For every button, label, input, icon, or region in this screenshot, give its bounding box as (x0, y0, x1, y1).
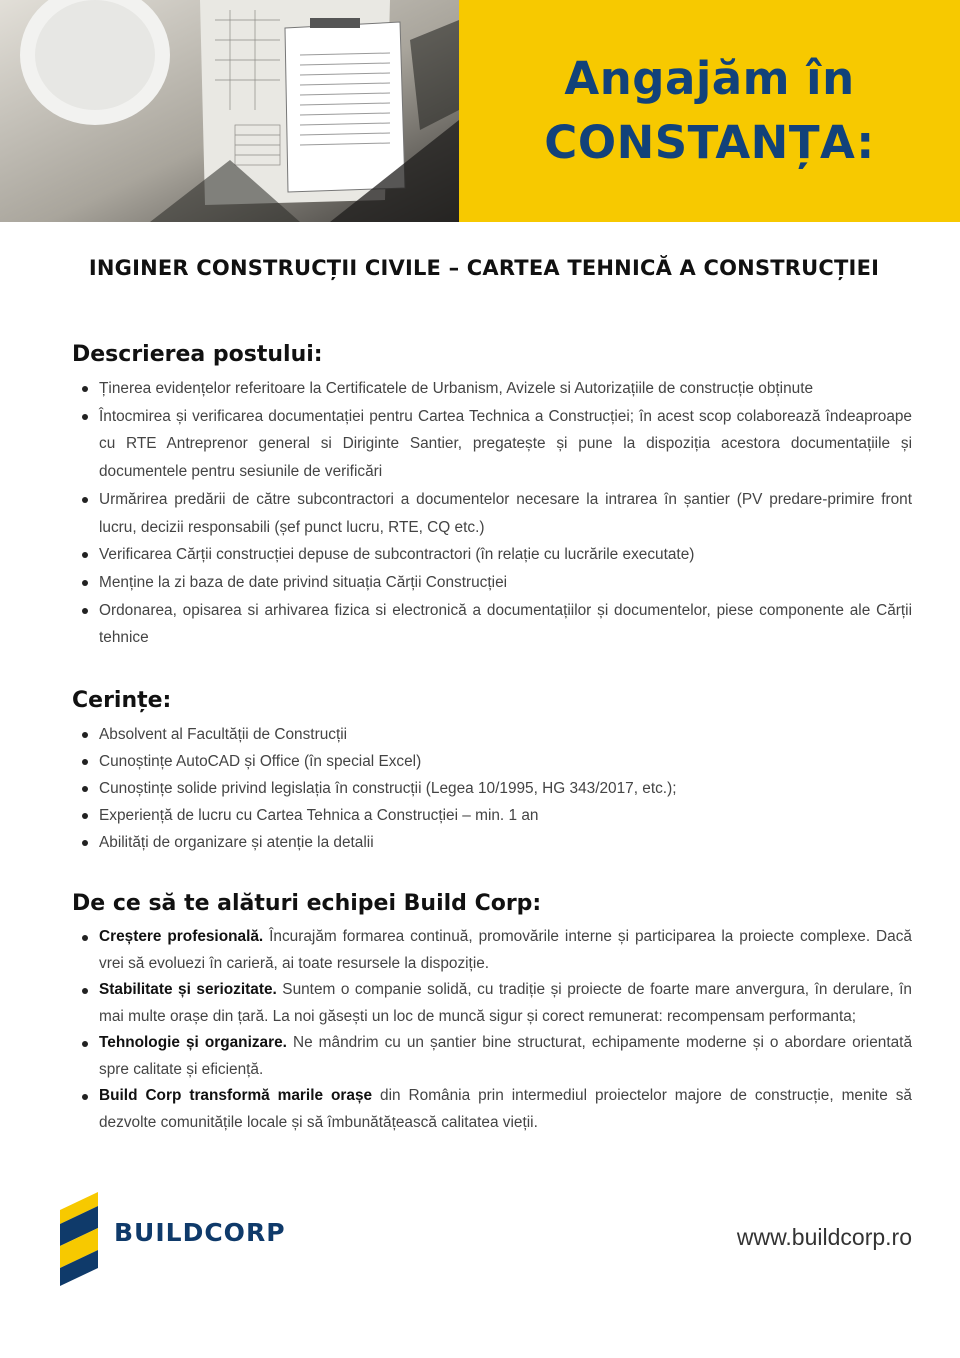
buildcorp-logo (60, 1192, 286, 1286)
buildcorp-logo-mark-icon (60, 1192, 98, 1286)
clipboard-document (285, 22, 405, 192)
list-item-text: Încurajăm formarea continuă, promovările interne și participarea la proiecte complexe. Dacă vrei să evoluezi în carieră, ai toate resursele la dispoziție. (99, 928, 912, 972)
list-item (99, 1030, 912, 1083)
hero-title-line2: CONSTANȚA: (544, 116, 875, 169)
description-section (72, 342, 912, 652)
hero-title-panel (459, 0, 960, 222)
list-item: Cunoștințe AutoCAD și Office (în special Excel) (99, 748, 912, 775)
website-url[interactable]: www.buildcorp.ro (736, 1224, 912, 1250)
list-item: Cunoștințe solide privind legislația în construcții (Legea 10/1995, HG 343/2017, etc.); (99, 775, 912, 802)
hero-photo (0, 0, 459, 222)
why-list (72, 924, 912, 1136)
requirements-list (72, 721, 912, 856)
logo-text: BUILDCORP (114, 1217, 286, 1247)
list-item: Experiență de lucru cu Cartea Tehnica a Construcției – min. 1 an (99, 802, 912, 829)
list-item: Ordonarea, opisarea si arhivarea fizica si electronică a documentațiilor și documentelor, piese componente ale Cărții tehnice (99, 597, 912, 652)
list-item-text: Suntem o companie solidă, cu tradiție și proiecte de foarte mare anvergura, în derulare, în mai multe orașe din țară. La noi găsești un loc de muncă sigur și corect remunerat: recompensam performanta; (99, 981, 912, 1025)
list-item-text: Ne mândrim cu un șantier bine structurat, echipamente moderne și o abordare orientată spre calitate și eficiență. (99, 1034, 913, 1078)
list-item: Întocmirea și verificarea documentației pentru Cartea Technica a Construcției; în acest scop colaborează îndeaproape cu RTE Antreprenor general si Diriginte Santier, pregatește și pune la dispoziția acestora documentațiile și documentele pentru sesiunile de verificări (99, 403, 912, 486)
description-heading: Descrierea postului: (72, 342, 323, 367)
hero-title-line1: Angajăm în (564, 52, 855, 105)
list-item (99, 924, 912, 977)
list-item (99, 977, 912, 1030)
job-title: INGINER CONSTRUCȚII CIVILE – CARTEA TEHNICĂ A CONSTRUCȚIEI (88, 256, 880, 280)
why-heading: De ce să te alături echipei Build Corp: (72, 891, 542, 916)
requirements-section (72, 688, 912, 856)
list-item: Abilități de organizare și atenție la detalii (99, 829, 912, 856)
list-item: Verificarea Cărții construcției depuse de subcontractori (în relație cu lucrările executate) (99, 541, 912, 569)
list-item-bold: Stabilitate și seriozitate. (99, 981, 277, 998)
hero-banner (0, 0, 960, 222)
list-item-bold: Tehnologie și organizare. (99, 1034, 287, 1051)
description-list (72, 375, 912, 652)
requirements-heading: Cerințe: (72, 688, 172, 713)
list-item-text: din România prin intermediul proiectelor majore de construcție, menite să dezvolte comunitățile locale și să îmbunătățească calitatea vieții. (99, 1087, 912, 1131)
list-item-bold: Build Corp transformă marile orașe (99, 1087, 373, 1104)
list-item: Ținerea evidențelor referitoare la Certificatele de Urbanism, Avizele si Autorizațiile de construcție obținute (99, 375, 912, 403)
list-item: Menține la zi baza de date privind situația Cărții Construcției (99, 569, 912, 597)
list-item: Absolvent al Facultății de Construcții (99, 721, 912, 748)
list-item: Urmărirea predării de către subcontractori a documentelor necesare la intrarea în șantier (PV predare-primire front lucru, decizii responsabili (șef punct lucru, RTE, CQ etc.) (99, 486, 912, 541)
list-item (99, 1083, 912, 1136)
list-item-bold: Creștere profesională. (99, 928, 264, 945)
why-section (72, 891, 912, 1136)
hero-photo-illustration (0, 0, 459, 222)
